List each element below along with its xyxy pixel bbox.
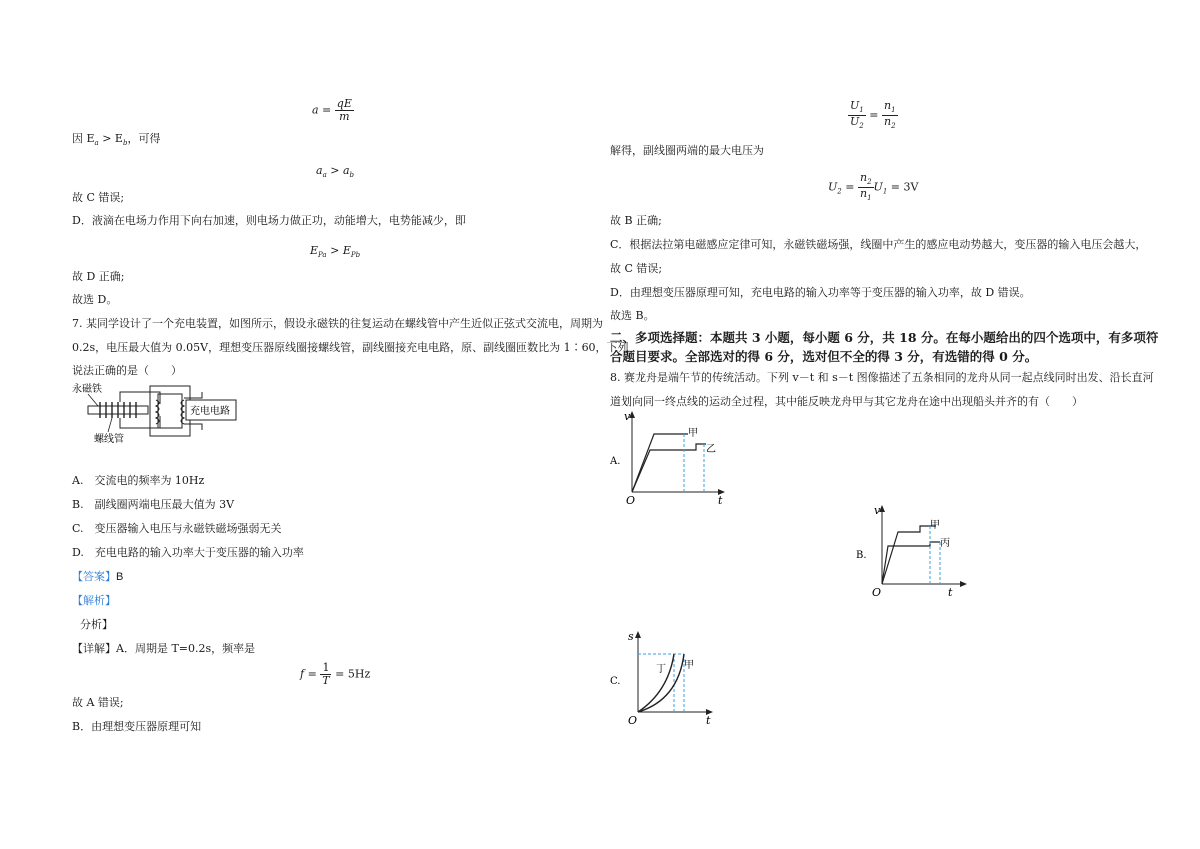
eq-ep-lhs: E (310, 244, 319, 257)
transformer-core-inner (158, 394, 182, 428)
graph-c-label-jia: 甲 (684, 660, 694, 671)
graph-c-label-ding: 丁 (656, 664, 666, 675)
graph-b (852, 502, 972, 602)
option-a: A. 交流电的频率为 10Hz (72, 474, 205, 487)
q8-line2: 道划向同一终点线的运动全过程，其中能反映龙舟甲与其它龙舟在途中出现船头并齐的有（ ） (610, 395, 1083, 408)
c-text: C．根据法拉第电磁感应定律可知，永磁铁磁场强，线圈中产生的感应电动势越大，变压器的输入电压会越大， (610, 238, 1147, 251)
gt-text: > E (98, 132, 123, 145)
eq-u2-equals: = (845, 180, 855, 194)
eq-u2-u1-sub: 1 (882, 187, 888, 196)
eq-n2-sub: 2 (891, 122, 896, 131)
eq-n-right-fraction (882, 100, 898, 131)
equation-potential-energy (310, 244, 360, 260)
eq-u2: U (850, 114, 860, 128)
eq-u2-fraction (858, 172, 874, 203)
a-wrong-text: 故 A 错误; (72, 696, 124, 709)
eq-u2-n1-sub: 1 (867, 194, 872, 203)
detail-a-text: 【详解】A．周期是 T=0.2s，频率是 (72, 642, 256, 655)
option-d: D. 充电电路的输入功率大于变压器的输入功率 (72, 546, 304, 559)
graph-b-origin: O (872, 586, 882, 599)
answer-line (72, 570, 123, 584)
eq-u2-rhs: = 3V (890, 180, 919, 194)
graph-c-label: C. (610, 676, 621, 687)
equation-acceleration (312, 98, 354, 123)
figure-label-circuit: 充电电路 (190, 406, 230, 417)
equation-frequency (300, 662, 370, 687)
graph-b-label: B. (856, 550, 867, 561)
option-b: B. 副线圈两端电压最大值为 3V (72, 498, 235, 511)
b-text: B．由理想变压器原理可知 (72, 720, 202, 733)
equation-u2 (828, 172, 918, 203)
solve-text: 解得，副线圈两端的最大电压为 (610, 144, 764, 157)
eq-a-lhs: a = (312, 103, 332, 117)
eq-u1-sub: 1 (859, 106, 864, 115)
option-c: C. 变压器输入电压与永磁铁磁场强弱无关 (72, 522, 282, 535)
eq-aa: a (316, 164, 323, 177)
charging-device-figure (72, 378, 247, 448)
graph-b-line-jia (882, 526, 936, 584)
magnet-pointer (88, 394, 98, 406)
d-right-text: D．由理想变压器原理可知，充电电路的输入功率等于变压器的输入功率，故 D 错误。 (610, 286, 1031, 299)
graph-a-line-yi (632, 444, 706, 492)
b-correct-text: 故 B 正确; (610, 214, 662, 227)
eq-u1: U (850, 99, 860, 112)
eq-u2-n2-sub: 2 (867, 178, 872, 187)
eq-n1-sub: 1 (891, 106, 896, 115)
eq-ep-sub-a: Pa (318, 251, 327, 260)
section2-heading-line1: 二、多项选择题：本题共 3 小题，每小题 6 分，共 18 分。在每小题给出的四个选项中，有多项符 (610, 330, 1159, 345)
eq-a-fraction (335, 98, 354, 123)
coil-pointer (108, 418, 112, 432)
graph-c-y-arrow (635, 631, 641, 638)
section2-heading-line2: 合题目要求。全部选对的得 6 分，选对但不全的得 3 分，有选错的得 0 分。 (610, 349, 1038, 364)
graph-a-label-yi: 乙 (706, 444, 716, 455)
q7-line1: 7. 某同学设计了一个充电装置，如图所示，假设永磁铁的往复运动在螺线管中产生近似正弦式交流电，周期为 (72, 317, 603, 330)
d-text: D．液滴在电场力作用下向右加速，则电场力做正功，动能增大，电势能减少，即 (72, 214, 466, 227)
eq-u2-lhs: U (828, 180, 838, 194)
figure-label-magnet: 永磁铁 (72, 384, 102, 395)
figure-label-coil: 螺线管 (94, 434, 124, 445)
q7-line3: 说法正确的是（ ） (72, 364, 182, 377)
graph-a (610, 408, 730, 508)
graph-a-axis-v: v (624, 410, 631, 423)
graph-b-label-bing: 丙 (940, 538, 950, 549)
eq-f-num: 1 (322, 661, 330, 674)
graph-c-axis-t: t (706, 714, 711, 727)
eq-u-equals: = (869, 108, 879, 122)
eq-f-rhs: = 5Hz (335, 667, 371, 681)
graph-b-x-arrow (960, 581, 967, 587)
answer-label: 【答案】 (72, 570, 116, 583)
eq-aa-sub: a (322, 171, 327, 180)
equation-aa-gt-ab (316, 164, 354, 180)
d-correct-text: 故 D 正确; (72, 270, 125, 283)
eq-a-num: qE (336, 97, 352, 110)
graph-b-line-bing (882, 542, 940, 584)
graph-a-label-jia: 甲 (688, 428, 698, 439)
choose-b-text: 故选 B。 (610, 309, 655, 322)
graph-b-axis-t: t (948, 586, 953, 599)
eq-ep-sub-b: Pb (350, 251, 361, 260)
graph-c-axis-s: s (628, 630, 634, 643)
eq-u2-n2: n (859, 171, 868, 184)
eq-n1: n (883, 99, 892, 112)
eq-ep-gt: > E (326, 244, 351, 257)
line-because (72, 132, 160, 148)
eq-a-den: m (339, 110, 350, 124)
answer-value: B (116, 571, 124, 583)
because-text: 因 E (72, 132, 95, 145)
solenoid-coil (100, 402, 136, 418)
graph-a-line-jia (632, 434, 688, 492)
eq-n2: n (883, 114, 892, 128)
eq-u2-lhs-sub: 2 (837, 187, 842, 196)
graph-c (610, 628, 730, 728)
graph-a-origin: O (626, 494, 636, 507)
q8-line1: 8. 赛龙舟是端午节的传统活动。下列 v－t 和 s－t 图像描述了五条相同的龙舟从同一起点线同时出发、沿长直河 (610, 371, 1154, 384)
graph-c-origin: O (628, 714, 638, 727)
analysis-sub: 分析】 (80, 618, 113, 631)
equation-voltage-ratio (848, 100, 898, 131)
analysis-label: 【解析】 (72, 594, 116, 607)
c-wrong-text: 故 C 错误; (72, 191, 125, 204)
graph-a-axis-t: t (718, 494, 723, 507)
graph-b-axis-v: v (874, 504, 881, 517)
graph-a-label: A. (610, 456, 621, 467)
graph-c-curve-jia (638, 654, 684, 712)
sub-a: a (94, 139, 99, 148)
c-wrong-right-text: 故 C 错误; (610, 262, 663, 275)
because-tail: ，可得 (127, 132, 161, 145)
sub-b: b (122, 139, 128, 148)
eq-f-fraction (320, 662, 331, 687)
graph-b-label-jia: 甲 (930, 520, 940, 531)
choose-d-text: 故选 D。 (72, 293, 118, 306)
eq-u2-u1: U (873, 180, 883, 194)
eq-f-den: T (322, 674, 330, 688)
eq-aa-gt: > a (326, 164, 350, 177)
eq-u2-n1: n (859, 186, 868, 200)
eq-u2-sub: 2 (859, 122, 864, 131)
eq-u-left-fraction (848, 100, 866, 131)
eq-ab-sub: b (349, 171, 355, 180)
q7-line2: 0.2s，电压最大值为 0.05V，理想变压器原线圈接螺线管，副线圈接充电电路，原、副线圈匝数比为 1∶60，下列 (72, 341, 629, 354)
eq-f-lhs: f = (300, 667, 317, 681)
